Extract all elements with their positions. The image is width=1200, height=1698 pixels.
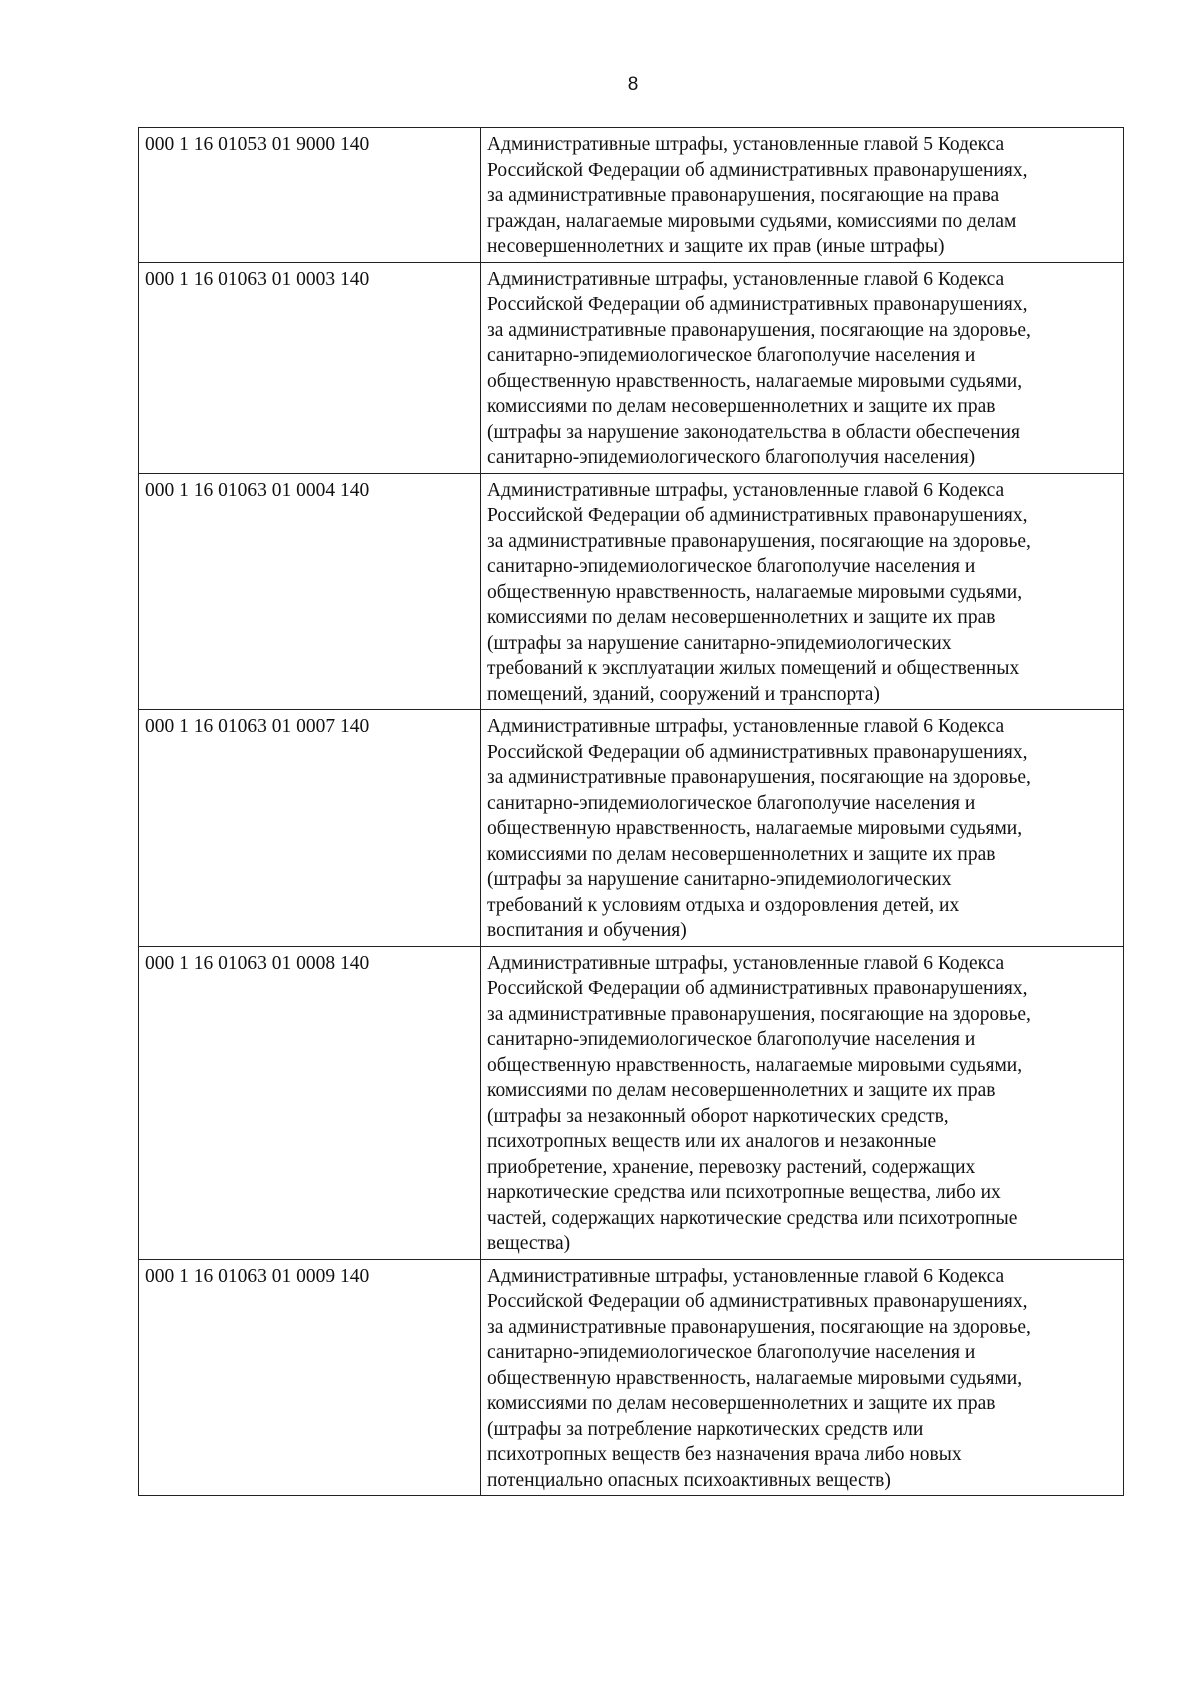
page-number: 8 — [627, 74, 639, 95]
description-cell: Административные штрафы, установленные главой 6 Кодекса Российской Федерации об административных правонарушениях, за административные правонарушения, посягающие на здоровье, санитарно-эпидемиологическое благополучие населения и общественную нравственность, налагаемые мировыми судьями, комиссиями по делам несовершеннолетних и защите их прав (штрафы за нарушение санитарно-эпидемиологических требований к условиям отдыха и оздоровления детей, их воспитания и обучения) — [481, 710, 1124, 947]
budget-codes-table — [138, 127, 1124, 1496]
description-cell: Административные штрафы, установленные главой 6 Кодекса Российской Федерации об административных правонарушениях, за административные правонарушения, посягающие на здоровье, санитарно-эпидемиологическое благополучие населения и общественную нравственность, налагаемые мировыми судьями, комиссиями по делам несовершеннолетних и защите их прав (штрафы за нарушение законодательства в области обеспечения санитарно-эпидемиологического благополучия населения) — [481, 262, 1124, 473]
description-cell: Административные штрафы, установленные главой 5 Кодекса Российской Федерации об административных правонарушениях, за административные правонарушения, посягающие на права граждан, налагаемые мировыми судьями, комиссиями по делам несовершеннолетних и защите их прав (иные штрафы) — [481, 128, 1124, 263]
table-row — [139, 473, 1124, 710]
table-row — [139, 1259, 1124, 1496]
table-row — [139, 946, 1124, 1259]
table-row — [139, 710, 1124, 947]
code-cell: 000 1 16 01063 01 0009 140 — [139, 1259, 481, 1496]
code-cell: 000 1 16 01063 01 0008 140 — [139, 946, 481, 1259]
code-cell: 000 1 16 01063 01 0007 140 — [139, 710, 481, 947]
table-row — [139, 262, 1124, 473]
code-cell: 000 1 16 01063 01 0003 140 — [139, 262, 481, 473]
description-cell: Административные штрафы, установленные главой 6 Кодекса Российской Федерации об административных правонарушениях, за административные правонарушения, посягающие на здоровье, санитарно-эпидемиологическое благополучие населения и общественную нравственность, налагаемые мировыми судьями, комиссиями по делам несовершеннолетних и защите их прав (штрафы за незаконный оборот наркотических средств, психотропных веществ или их аналогов и незаконные приобретение, хранение, перевозку растений, содержащих наркотические средства или психотропные вещества, либо их частей, содержащих наркотические средства или психотропные вещества) — [481, 946, 1124, 1259]
table-row — [139, 128, 1124, 263]
description-cell: Административные штрафы, установленные главой 6 Кодекса Российской Федерации об административных правонарушениях, за административные правонарушения, посягающие на здоровье, санитарно-эпидемиологическое благополучие населения и общественную нравственность, налагаемые мировыми судьями, комиссиями по делам несовершеннолетних и защите их прав (штрафы за потребление наркотических средств или психотропных веществ без назначения врача либо новых потенциально опасных психоактивных веществ) — [481, 1259, 1124, 1496]
description-cell: Административные штрафы, установленные главой 6 Кодекса Российской Федерации об административных правонарушениях, за административные правонарушения, посягающие на здоровье, санитарно-эпидемиологическое благополучие населения и общественную нравственность, налагаемые мировыми судьями, комиссиями по делам несовершеннолетних и защите их прав (штрафы за нарушение санитарно-эпидемиологических требований к эксплуатации жилых помещений и общественных помещений, зданий, сооружений и транспорта) — [481, 473, 1124, 710]
code-cell: 000 1 16 01053 01 9000 140 — [139, 128, 481, 263]
code-cell: 000 1 16 01063 01 0004 140 — [139, 473, 481, 710]
